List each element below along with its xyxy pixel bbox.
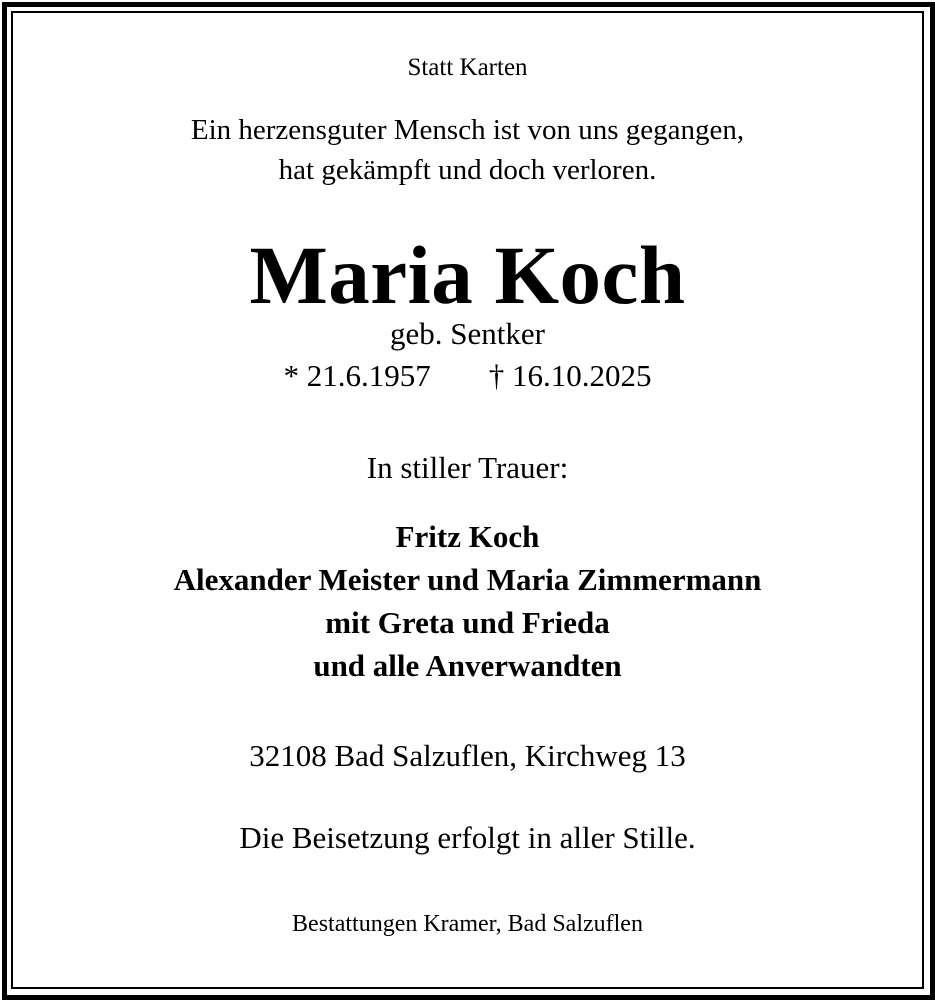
funeral-home: Bestattungen Kramer, Bad Salzuflen [292,911,643,937]
mourning-heading: In stiller Trauer: [366,450,569,485]
statt-karten-text: Statt Karten [407,54,528,81]
life-dates [0,360,935,391]
death-date: † 16.10.2025 [488,358,652,393]
mourner-line: mit Greta und Frieda [325,605,610,640]
born-name: geb. Sentker [390,316,545,351]
deceased-name: Maria Koch [249,229,686,321]
birth-date: * 21.6.1957 [283,358,431,393]
intro-line-2: hat gekämpft und doch verloren. [278,154,657,186]
mourner-line: und alle Anverwandten [313,648,622,683]
mourner-line: Fritz Koch [395,519,540,554]
address: 32108 Bad Salzuflen, Kirchweg 13 [249,738,686,773]
burial-note: Die Beisetzung erfolgt in aller Stille. [239,820,696,855]
mourner-line: Alexander Meister und Maria Zimmermann [173,562,762,597]
intro-line-1: Ein herzensguter Mensch ist von uns gegangen, [190,114,745,146]
